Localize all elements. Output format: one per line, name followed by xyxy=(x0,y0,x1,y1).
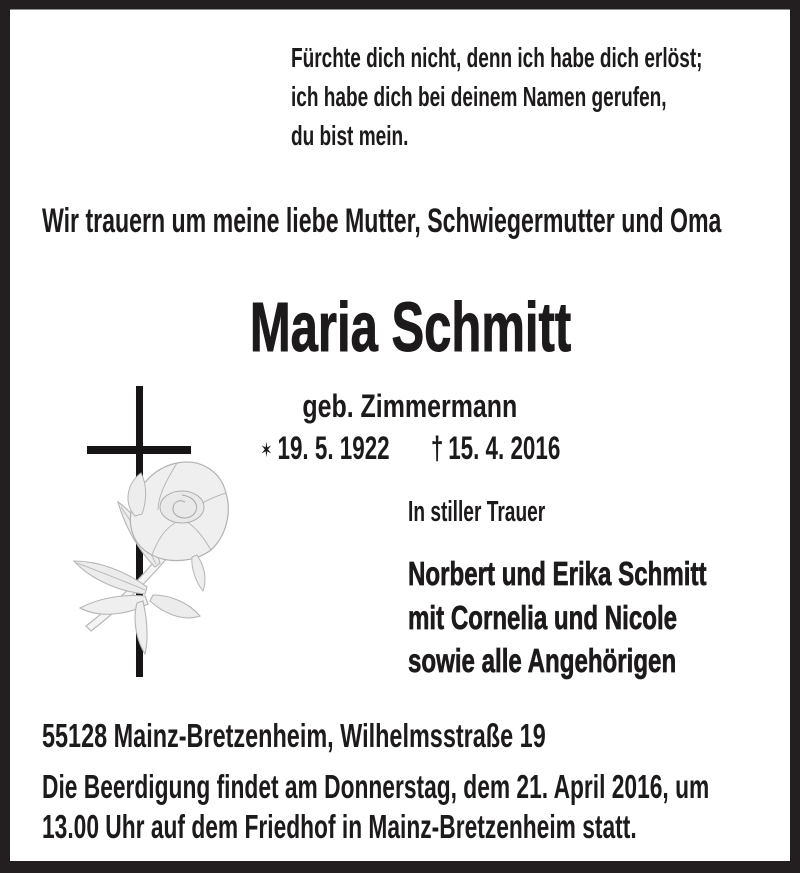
mourning-intro xyxy=(42,201,800,241)
mourner-line: Norbert und Erika Schmitt xyxy=(408,555,707,592)
deceased-name-title xyxy=(20,290,800,364)
death-date-group xyxy=(431,430,560,466)
quote-line: Fürchte dich nicht, denn ich habe dich erlöst; xyxy=(291,42,703,73)
mourning-intro-text: Wir trauern um meine liebe Mutter, Schwiegermutter und Oma xyxy=(42,202,722,240)
mourner-line: sowie alle Angehörigen xyxy=(408,642,677,679)
rose-icon xyxy=(55,455,235,660)
memorial-cross-icon xyxy=(87,446,191,454)
address-text: 55128 Mainz-Bretzenheim, Wilhelmsstraße 19 xyxy=(42,717,546,754)
funeral-details-line: Die Beerdigung findet am Donnerstag, dem 21. April 2016, um xyxy=(42,768,710,805)
maiden-name-text: geb. Zimmermann xyxy=(302,388,518,424)
condolence-label xyxy=(408,495,616,529)
mourner-line: mit Cornelia und Nicole xyxy=(408,598,678,636)
death-date: 15. 4. 2016 xyxy=(447,430,560,466)
birth-date: 19. 5. 1922 xyxy=(277,430,390,466)
mourners-list xyxy=(408,552,800,683)
quote-line: du bist mein. xyxy=(291,120,409,151)
obituary-card xyxy=(10,9,790,861)
death-dagger-icon: † xyxy=(430,430,443,466)
scripture-quote xyxy=(291,38,800,155)
address-line xyxy=(42,716,751,756)
condolence-label-text: In stiller Trauer xyxy=(408,496,546,528)
born-star-icon: ✶ xyxy=(259,439,273,462)
deceased-name-text: Maria Schmitt xyxy=(249,288,571,366)
funeral-details xyxy=(42,767,800,847)
quote-line: ich habe dich bei deinem Namen gerufen, xyxy=(291,81,667,112)
funeral-details-line: 13.00 Uhr auf dem Friedhof in Mainz-Bretzenheim statt. xyxy=(42,808,637,845)
birth-date-group xyxy=(260,430,389,469)
life-dates-row xyxy=(260,430,560,469)
